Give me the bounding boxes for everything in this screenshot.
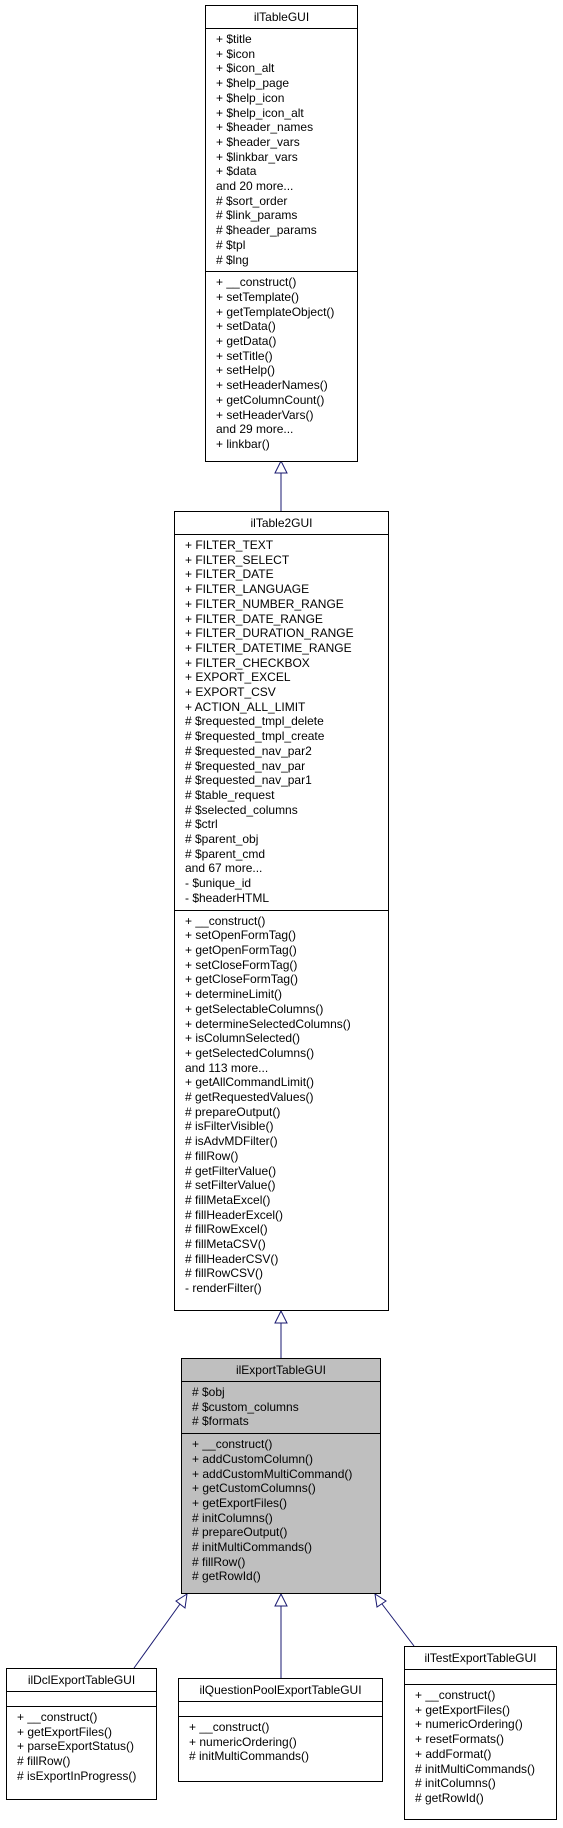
method-item: + __construct() <box>192 1437 273 1452</box>
method-item: # fillHeaderExcel() <box>185 1207 284 1222</box>
class-box-ilquestionpoolexporttablegui[interactable] <box>178 1678 383 1782</box>
method-item: # fillMetaExcel() <box>185 1192 271 1207</box>
attribute-item: + FILTER_SELECT <box>185 552 290 567</box>
method-item: + getOpenFormTag() <box>185 942 297 957</box>
method-item: + getSelectableColumns() <box>185 1001 324 1016</box>
method-item: # prepareOutput() <box>192 1525 288 1540</box>
method-item: + getSelectedColumns() <box>185 1045 315 1060</box>
attribute-item: - $headerHTML <box>185 890 270 905</box>
attribute-item: # $header_params <box>216 223 317 238</box>
arrowhead-tst <box>375 1594 386 1607</box>
method-item: + __construct() <box>189 1720 270 1734</box>
method-item: + resetFormats() <box>415 1732 505 1747</box>
method-item: # initColumns() <box>415 1776 496 1791</box>
method-item: + linkbar() <box>216 436 270 451</box>
attribute-item: # $parent_cmd <box>185 846 266 861</box>
attribute-item: + FILTER_TEXT <box>185 538 274 552</box>
method-item: + getCloseFormTag() <box>185 972 299 987</box>
method-item: # fillRowCSV() <box>185 1266 264 1281</box>
method-item: + setCloseFormTag() <box>185 957 298 972</box>
class-box-iltablegui[interactable] <box>205 5 358 462</box>
attribute-item: and 67 more... <box>185 861 263 876</box>
method-item: + getExportFiles() <box>415 1702 511 1717</box>
methods-section <box>175 910 388 1300</box>
method-item: + __construct() <box>185 913 266 928</box>
attribute-item: + $icon <box>216 46 256 61</box>
method-item: # prepareOutput() <box>185 1104 281 1119</box>
method-item: + setData() <box>216 319 276 334</box>
method-item: # fillRowExcel() <box>185 1222 268 1237</box>
method-item: + determineSelectedColumns() <box>185 1016 351 1031</box>
class-box-iltestexporttablegui[interactable] <box>404 1646 557 1820</box>
attribute-item: # $custom_columns <box>192 1399 299 1414</box>
method-item: + getColumnCount() <box>216 392 325 407</box>
method-item: + __construct() <box>415 1688 496 1702</box>
class-name: ilTestExportTableGUI <box>424 1651 537 1665</box>
method-item: + numericOrdering() <box>415 1717 523 1732</box>
attribute-item: # $ctrl <box>185 817 218 832</box>
method-item: + parseExportStatus() <box>17 1739 135 1754</box>
method-item: + setTitle() <box>216 348 273 363</box>
attribute-item: # $requested_nav_par <box>185 758 306 773</box>
arrowhead-iltablegui <box>275 461 287 473</box>
attribute-item: + $title <box>216 32 252 46</box>
attribute-item: + $header_vars <box>216 134 300 149</box>
method-item: + getData() <box>216 334 277 349</box>
attribute-item: + FILTER_DATETIME_RANGE <box>185 640 352 655</box>
attribute-item: # $link_params <box>216 208 298 223</box>
method-item: + isColumnSelected() <box>185 1031 301 1046</box>
method-item: # fillRow() <box>17 1754 71 1769</box>
attribute-item: + FILTER_DURATION_RANGE <box>185 626 354 641</box>
attribute-item: # $formats <box>192 1414 249 1429</box>
class-box-ildclexporttablegui[interactable] <box>6 1668 157 1800</box>
method-item: - renderFilter() <box>185 1281 262 1296</box>
attribute-item: + $help_icon <box>216 90 285 105</box>
attribute-item: and 20 more... <box>216 179 294 194</box>
attribute-item: + $linkbar_vars <box>216 149 298 164</box>
class-name: ilExportTableGUI <box>235 1363 327 1377</box>
class-name: ilDclExportTableGUI <box>27 1673 136 1687</box>
attribute-item: + $help_page <box>216 76 290 91</box>
method-item: # initMultiCommands() <box>192 1540 313 1555</box>
arrowhead-iltable2gui <box>275 1311 287 1323</box>
method-item: # fillRow() <box>192 1554 246 1569</box>
method-item: + addCustomColumn() <box>192 1451 314 1466</box>
attribute-item: # $requested_tmpl_create <box>185 729 325 744</box>
attribute-item: + $help_icon_alt <box>216 105 304 120</box>
method-item: + determineLimit() <box>185 987 283 1002</box>
method-item: + getExportFiles() <box>192 1495 288 1510</box>
method-item: + setHelp() <box>216 363 276 378</box>
method-item: # setFilterValue() <box>185 1178 276 1193</box>
method-item: and 113 more... <box>185 1060 269 1075</box>
attributes-section <box>7 1691 156 1706</box>
method-item: # initMultiCommands() <box>415 1761 536 1776</box>
method-item: # isAdvMDFilter() <box>185 1134 278 1149</box>
method-item: and 29 more... <box>216 422 294 437</box>
method-item: + setHeaderNames() <box>216 378 328 393</box>
class-name: ilQuestionPoolExportTableGUI <box>199 1683 362 1697</box>
method-item: # initMultiCommands() <box>189 1749 310 1764</box>
method-item: + addFormat() <box>415 1746 492 1761</box>
methods-section <box>179 1716 382 1768</box>
attribute-item: # $tpl <box>216 237 246 252</box>
methods-section <box>182 1433 380 1588</box>
attributes-section <box>179 1701 382 1716</box>
method-item: + getAllCommandLimit() <box>185 1075 315 1090</box>
method-item: # getFilterValue() <box>185 1163 277 1178</box>
attributes-section <box>206 28 357 271</box>
attribute-item: + EXPORT_CSV <box>185 685 276 700</box>
edge-ildclexporttablegui-to-ilexporttablegui <box>134 1604 180 1668</box>
attribute-item: + EXPORT_EXCEL <box>185 670 291 685</box>
arrowhead-qpl <box>275 1594 287 1606</box>
arrowhead-dcl <box>176 1594 187 1608</box>
method-item: + setHeaderVars() <box>216 407 314 422</box>
method-item: # fillHeaderCSV() <box>185 1251 279 1266</box>
attribute-item: # $sort_order <box>216 193 288 208</box>
attribute-item: # $obj <box>192 1385 225 1399</box>
attribute-item: + FILTER_NUMBER_RANGE <box>185 596 344 611</box>
method-item: + getExportFiles() <box>17 1724 113 1739</box>
attribute-item: # $table_request <box>185 787 275 802</box>
methods-section <box>7 1706 156 1788</box>
attributes-section <box>405 1669 556 1684</box>
attribute-item: + FILTER_CHECKBOX <box>185 655 310 670</box>
method-item: + getCustomColumns() <box>192 1481 316 1496</box>
edge-iltestexporttablegui-to-ilexporttablegui <box>382 1604 414 1646</box>
method-item: # getRequestedValues() <box>185 1090 314 1105</box>
method-item: + __construct() <box>17 1710 98 1724</box>
method-item: # isExportInProgress() <box>17 1768 137 1783</box>
attribute-item: # $lng <box>216 252 249 267</box>
attribute-item: + ACTION_ALL_LIMIT <box>185 699 306 714</box>
attribute-item: + $data <box>216 164 257 179</box>
attribute-item: + FILTER_DATE_RANGE <box>185 611 323 626</box>
method-item: # fillRow() <box>185 1148 239 1163</box>
method-item: + addCustomMultiCommand() <box>192 1466 353 1481</box>
attribute-item: # $requested_nav_par1 <box>185 773 312 788</box>
method-item: + getTemplateObject() <box>216 304 335 319</box>
method-item: + setTemplate() <box>216 289 300 304</box>
class-box-iltable2gui[interactable] <box>174 511 389 1311</box>
class-box-ilexporttablegui[interactable] <box>181 1358 381 1594</box>
method-item: # fillMetaCSV() <box>185 1237 266 1252</box>
attribute-item: - $unique_id <box>185 876 252 891</box>
method-item: + __construct() <box>216 275 297 290</box>
attributes-section <box>182 1381 380 1433</box>
method-item: # getRowId() <box>415 1790 484 1805</box>
methods-section <box>206 271 357 455</box>
attribute-item: + $header_names <box>216 120 314 135</box>
attributes-section <box>175 534 388 910</box>
attribute-item: # $parent_obj <box>185 832 259 847</box>
class-name: ilTableGUI <box>253 10 310 24</box>
method-item: # isFilterVisible() <box>185 1119 274 1134</box>
attribute-item: # $requested_tmpl_delete <box>185 714 324 729</box>
method-item: # initColumns() <box>192 1510 273 1525</box>
attribute-item: + FILTER_LANGUAGE <box>185 582 310 597</box>
method-item: # getRowId() <box>192 1569 261 1584</box>
class-name: ilTable2GUI <box>250 516 313 530</box>
method-item: + setOpenFormTag() <box>185 928 297 943</box>
attribute-item: + $icon_alt <box>216 61 275 76</box>
attribute-item: # $requested_nav_par2 <box>185 743 312 758</box>
methods-section <box>405 1684 556 1810</box>
attribute-item: + FILTER_DATE <box>185 567 274 582</box>
attribute-item: # $selected_columns <box>185 802 298 817</box>
method-item: + numericOrdering() <box>189 1734 297 1749</box>
